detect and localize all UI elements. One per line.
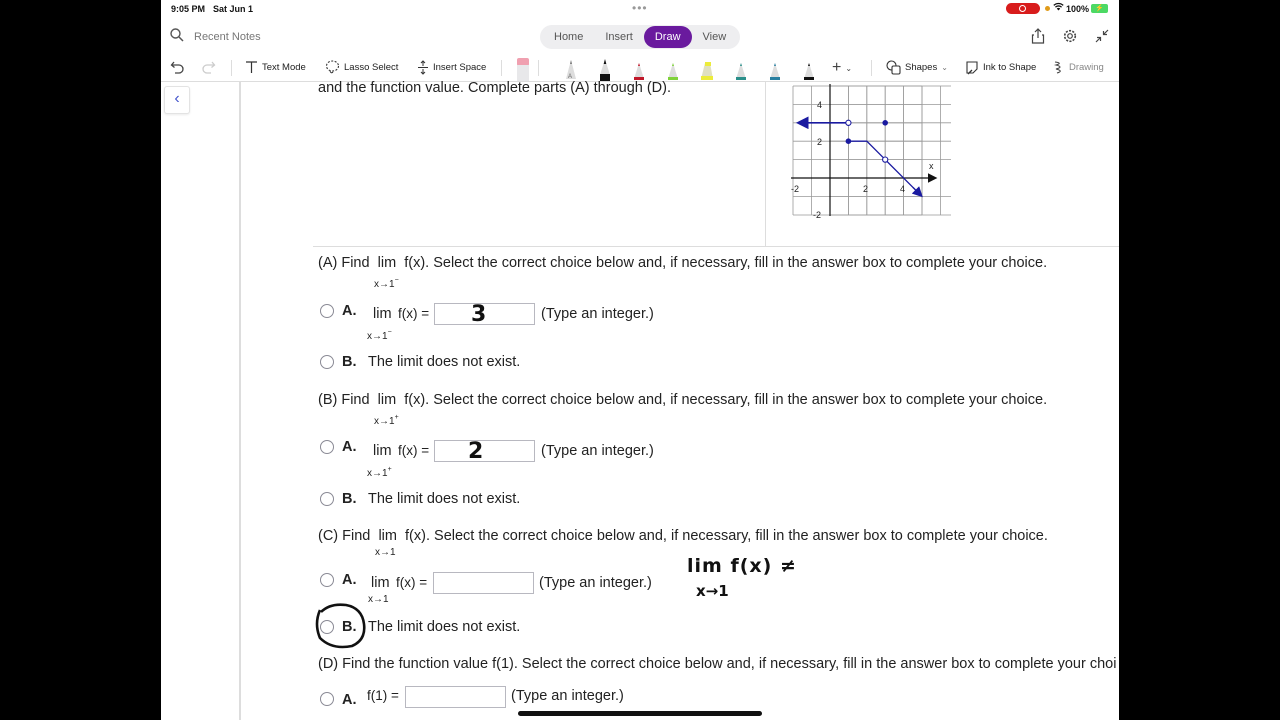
part-a-answer-box[interactable] [434, 303, 535, 325]
text-mode-button[interactable] [245, 60, 306, 74]
part-b-choice-b-text: The limit does not exist. [368, 491, 521, 507]
part-a-limit-subscript [374, 277, 399, 290]
subscript-text: x→1 [374, 279, 395, 290]
part-c-choice-a-radio[interactable] [320, 573, 334, 587]
pen-green-icon[interactable] [666, 57, 680, 81]
highlighter-yellow-icon[interactable] [700, 57, 714, 81]
part-c-choice-a-label: A. [342, 572, 357, 588]
pen-teal-icon[interactable] [734, 57, 748, 81]
drawing-label: Drawing [1069, 61, 1104, 73]
toolbar-divider [538, 60, 539, 76]
settings-gear-icon[interactable] [1062, 28, 1078, 44]
tab-view[interactable]: View [702, 31, 727, 43]
part-c-choice-a-fx: f(x) = [396, 575, 428, 590]
part-c-lim: lim [378, 528, 397, 544]
superscript-text: − [394, 277, 399, 284]
part-c-choice-a-lim: lim [371, 575, 390, 591]
handwritten-note-limit: lim f(x) ≠ [687, 555, 797, 577]
search-icon[interactable] [170, 28, 184, 42]
shapes-button[interactable] [886, 60, 948, 75]
status-time: 9:05 PM [171, 4, 206, 14]
status-bar [161, 0, 1119, 18]
collapse-pane-button[interactable] [164, 86, 190, 114]
part-b-choice-a-subscript [367, 466, 392, 479]
tab-draw[interactable]: Draw [644, 26, 692, 48]
svg-text:4: 4 [900, 184, 906, 194]
insert-space-label: Insert Space [433, 62, 487, 73]
page-list-pane [161, 82, 241, 720]
superscript-text: + [387, 466, 392, 473]
squiggle-drawing-icon [1053, 60, 1065, 74]
note-canvas[interactable] [243, 82, 1119, 720]
toolbar-divider [231, 60, 232, 76]
part-a-choice-a-fx: f(x) = [398, 306, 430, 321]
undo-icon[interactable] [170, 60, 185, 75]
svg-text:-2: -2 [813, 210, 822, 220]
status-date: Sat Jun 1 [213, 4, 254, 14]
part-c-prefix: (C) Find [318, 528, 371, 544]
subscript-text: x→1 [374, 416, 395, 427]
battery-charging-icon: ⚡ [1091, 4, 1108, 13]
shapes-icon [886, 60, 901, 75]
chevron-left-icon: ‹ [174, 90, 180, 107]
part-b-choice-b-label: B. [342, 491, 357, 507]
part-c-prompt [318, 528, 1048, 544]
part-d-choice-a-radio[interactable] [320, 692, 334, 706]
part-b-choice-a-radio[interactable] [320, 440, 334, 454]
svg-text:-2: -2 [791, 184, 800, 194]
handwritten-circle-annotation [312, 602, 368, 650]
lasso-select-button[interactable] [325, 60, 398, 74]
collapse-arrows-icon[interactable] [1094, 28, 1110, 44]
part-b-text: f(x). Select the correct choice below and, if necessary, fill in the answer box to complete your choice. [404, 392, 1048, 408]
part-b-hint: (Type an integer.) [541, 443, 654, 459]
handwritten-answer: 2 [468, 439, 484, 464]
chevron-down-icon: ⌄ [845, 63, 853, 73]
part-a-choice-b-label: B. [342, 354, 357, 370]
pen-black-2-icon[interactable] [802, 57, 816, 81]
text-cursor-icon [245, 60, 258, 74]
part-c-choice-b-label: B. [342, 619, 357, 635]
part-d-choice-a-label: A. [342, 692, 357, 708]
part-b-limit-subscript [374, 414, 399, 427]
part-d-hint: (Type an integer.) [511, 688, 624, 704]
part-b-choice-b-radio[interactable] [320, 492, 334, 506]
part-a-choice-a-subscript [367, 329, 392, 342]
problem-intro: and the function value. Complete parts (A) through (D). [318, 80, 672, 96]
subscript-text: x→1 [367, 331, 388, 342]
toolbar-divider [501, 60, 502, 76]
svg-text:2: 2 [817, 137, 823, 147]
superscript-text: + [394, 414, 399, 421]
superscript-text: − [387, 329, 392, 336]
part-a-prompt [318, 255, 1047, 271]
lasso-select-label: Lasso Select [344, 61, 399, 73]
handwritten-note-subscript: x→1 [696, 582, 729, 600]
svg-text:A: A [568, 74, 573, 80]
home-indicator[interactable] [518, 711, 762, 716]
section-divider [313, 246, 1119, 247]
part-b-choice-a-fx: f(x) = [398, 443, 430, 458]
top-navigation [161, 22, 1119, 52]
handwritten-answer: 3 [471, 302, 487, 327]
part-a-text: f(x). Select the correct choice below and, if necessary, fill in the answer box to complete your choice. [404, 255, 1048, 271]
svg-text:2: 2 [863, 184, 869, 194]
shapes-label: Shapes [905, 62, 938, 73]
part-a-choice-b-text: The limit does not exist. [368, 354, 521, 370]
part-a-hint: (Type an integer.) [541, 306, 654, 322]
part-b-answer-box[interactable] [434, 440, 535, 462]
ipad-screen [161, 0, 1119, 720]
part-d-choice-a-fx: f(1) = [367, 688, 399, 703]
part-a-choice-b-radio[interactable] [320, 355, 334, 369]
pen-blue-teal-icon[interactable] [768, 57, 782, 81]
svg-text:x: x [929, 161, 934, 171]
part-c-choice-b-text: The limit does not exist. [368, 619, 521, 635]
wifi-icon [1053, 2, 1064, 14]
pen-black-icon[interactable] [598, 57, 612, 81]
part-b-prompt [318, 392, 1047, 408]
pen-red-icon[interactable] [632, 57, 646, 81]
part-b-prefix: (B) Find [318, 392, 370, 408]
chevron-down-icon: ⌄ [941, 63, 948, 72]
part-d-answer-box[interactable] [405, 686, 506, 708]
recent-notes-search[interactable]: Recent Notes [194, 31, 261, 43]
part-a-lim: lim [377, 255, 397, 271]
draw-toolbar [161, 54, 1119, 82]
part-c-answer-box[interactable] [433, 572, 534, 594]
share-icon[interactable] [1030, 28, 1046, 44]
lasso-icon [325, 60, 340, 74]
part-b-lim: lim [377, 392, 397, 408]
redo-icon[interactable] [201, 60, 216, 75]
part-a-choice-a-label: A. [342, 303, 357, 319]
ink-to-shape-label: Ink to Shape [983, 62, 1037, 73]
part-c-text: f(x). Select the correct choice below and, if necessary, fill in the answer box to complete your choice. [405, 528, 1048, 544]
toolbar-divider [871, 60, 872, 76]
ribbon-tabs [540, 25, 740, 49]
plus-icon: + [832, 59, 842, 76]
part-b-choice-a-lim: lim [373, 443, 392, 459]
tab-insert[interactable]: Insert [605, 31, 633, 43]
pencil-tool-icon[interactable] [564, 57, 578, 81]
ink-to-shape-button[interactable] [965, 60, 1036, 75]
function-graph-plot [763, 82, 963, 224]
insert-space-button[interactable] [417, 60, 486, 75]
part-d-prompt: (D) Find the function value f(1). Select the correct choice below and, if necessary, fill in the answer box to complete your choi [318, 656, 1117, 672]
tab-home[interactable]: Home [554, 31, 584, 43]
svg-text:4: 4 [817, 100, 823, 110]
part-a-prefix: (A) Find [318, 255, 370, 271]
insert-space-icon [417, 60, 429, 75]
mic-indicator-icon [1045, 6, 1050, 11]
screen-recording-icon[interactable] [1006, 3, 1040, 14]
add-pen-button[interactable] [832, 59, 852, 77]
ink-to-shape-icon [965, 60, 979, 75]
part-b-choice-a-label: A. [342, 439, 357, 455]
part-a-choice-a-radio[interactable] [320, 304, 334, 318]
part-a-choice-a-lim: lim [373, 306, 392, 322]
subscript-text: x→1 [367, 468, 388, 479]
battery-percent: 100% [1066, 4, 1090, 14]
part-c-choice-a-subscript: x→1 [368, 594, 389, 605]
part-c-limit-subscript: x→1 [375, 547, 396, 558]
eraser-icon[interactable] [516, 57, 530, 81]
part-c-hint: (Type an integer.) [539, 575, 652, 591]
text-mode-label: Text Mode [262, 61, 306, 73]
multitask-dots-icon[interactable]: ••• [632, 1, 648, 15]
drawing-button[interactable] [1053, 60, 1104, 74]
